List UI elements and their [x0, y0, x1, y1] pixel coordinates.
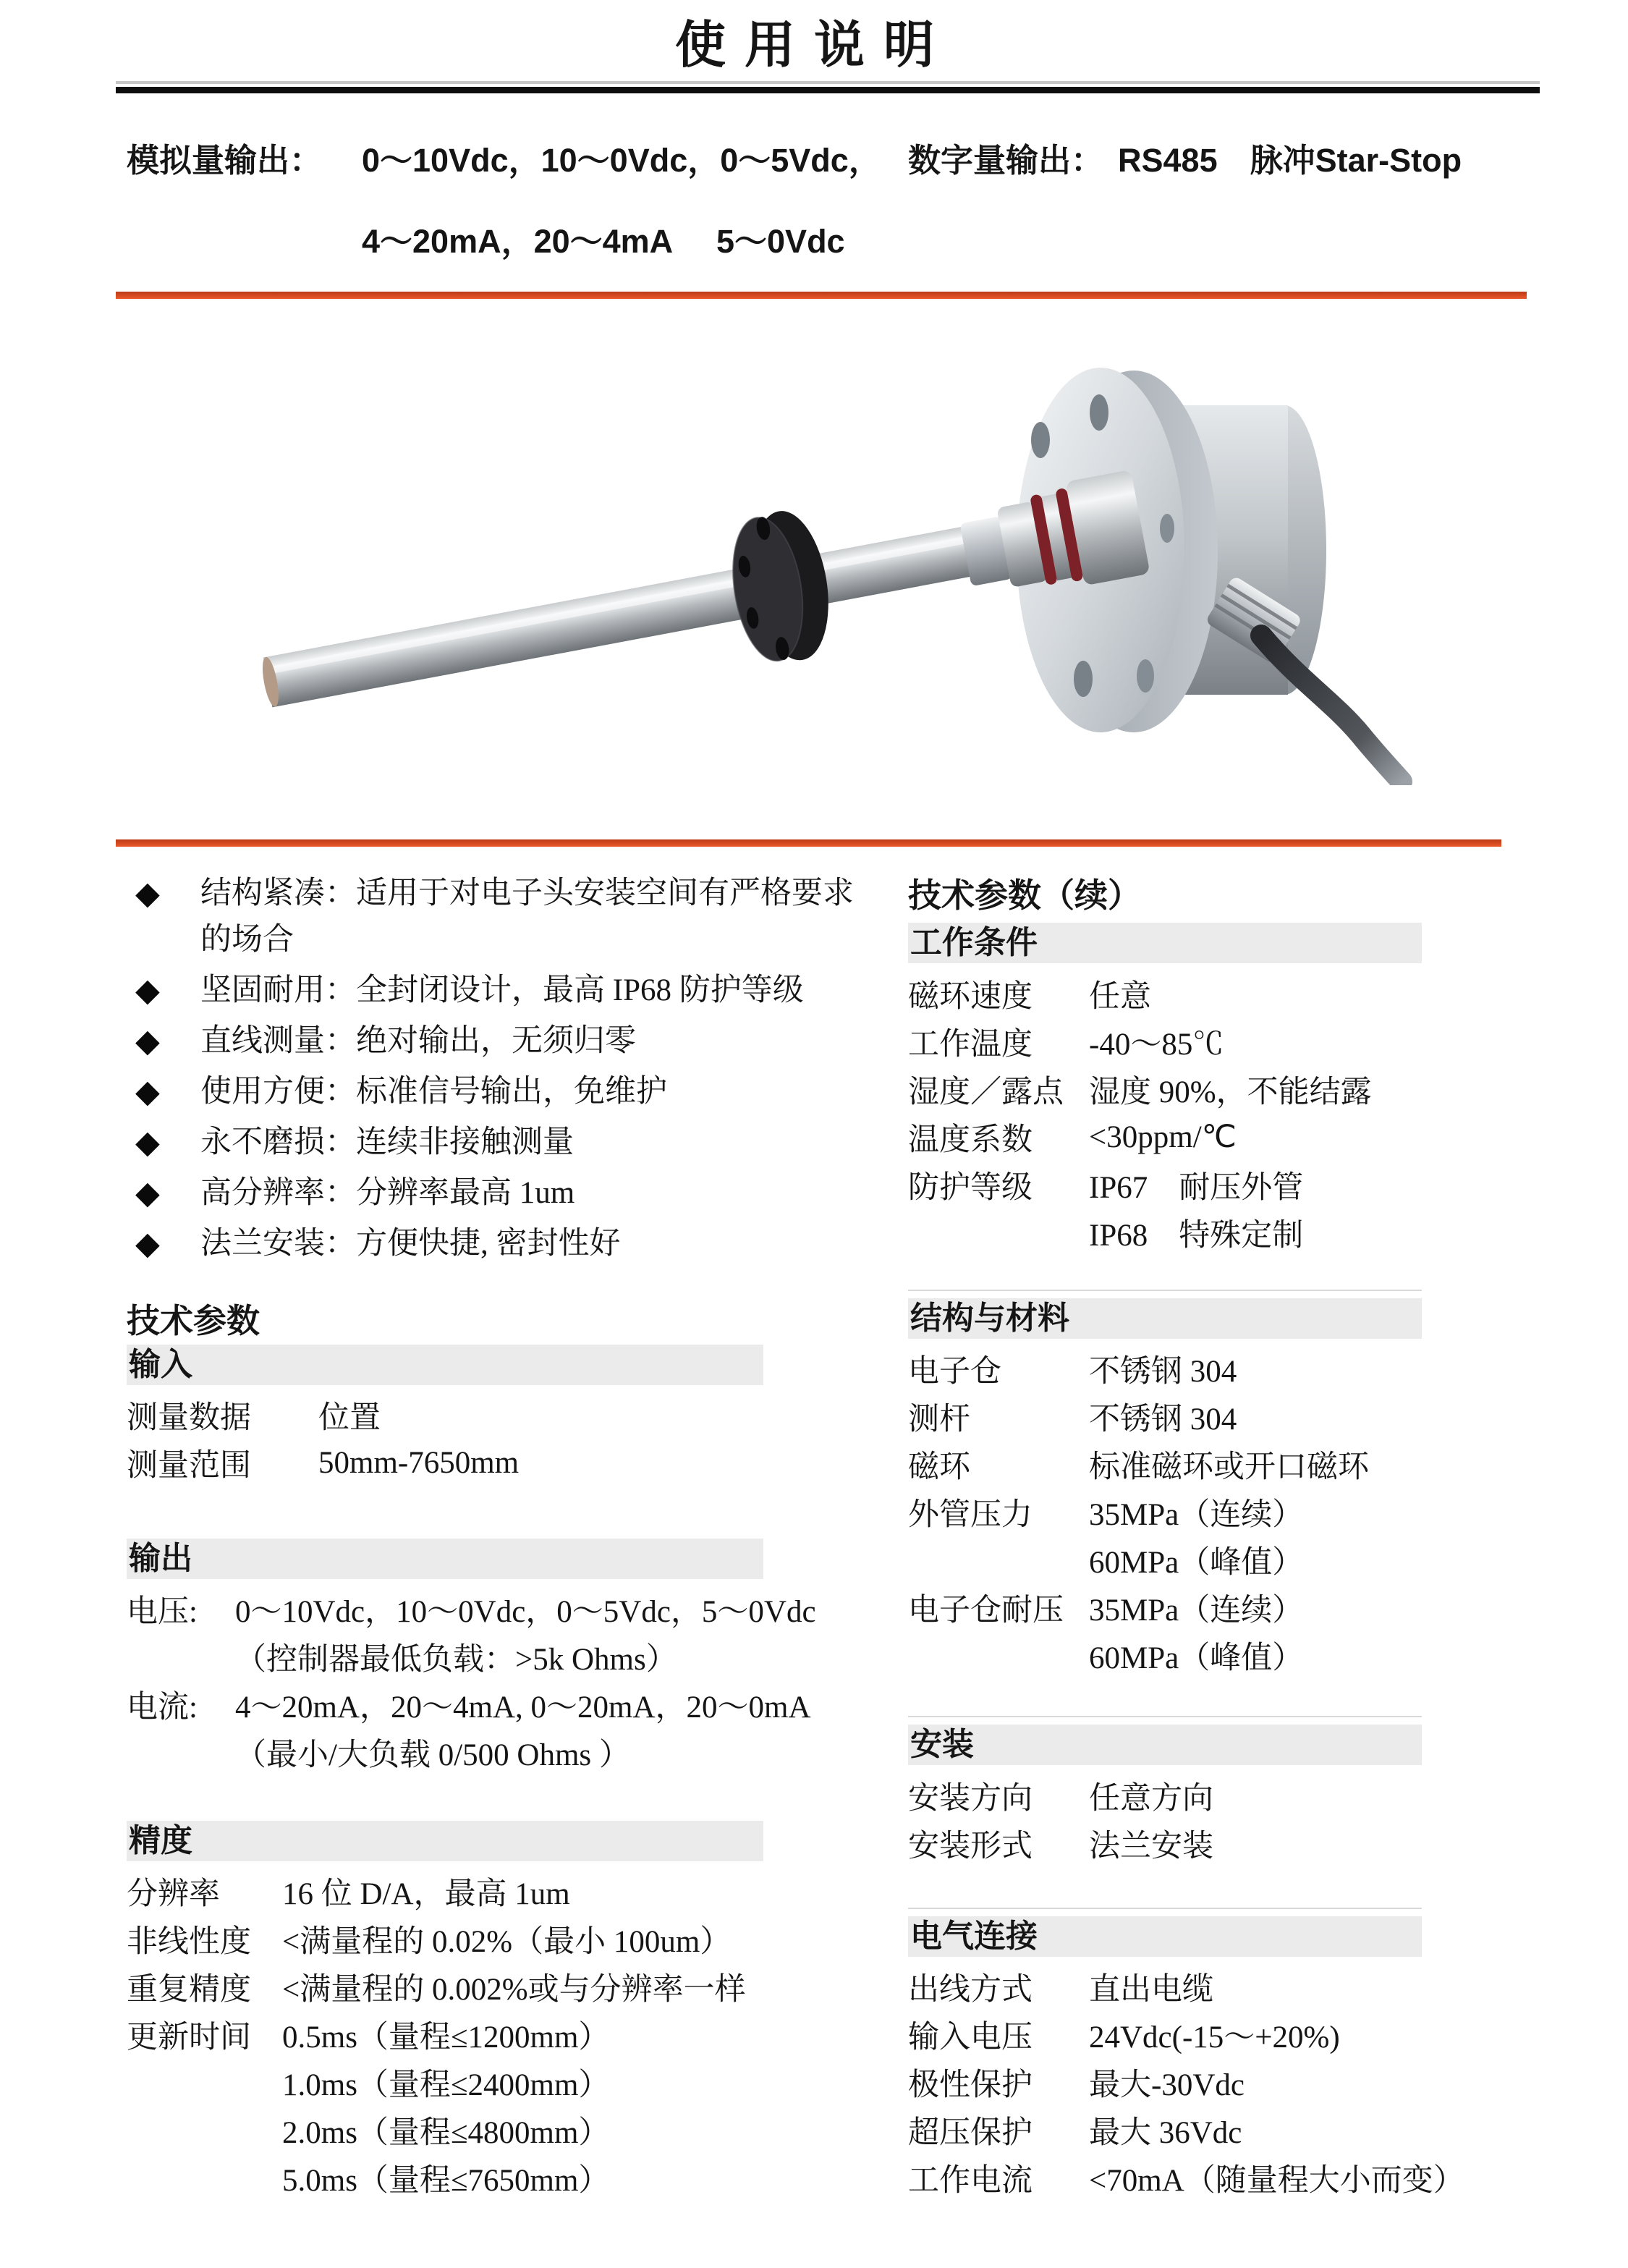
spec-value: 湿度 90%，不能结露: [1089, 1075, 1372, 1109]
spec-label: 电压:: [127, 1594, 198, 1629]
spec-label: 安装方向: [908, 1781, 1033, 1816]
feature-item: [127, 1120, 857, 1166]
spec-label: 电子仓耐压: [908, 1593, 1064, 1628]
feature-item: [127, 1069, 857, 1115]
divider-red-bottom: [116, 839, 1501, 847]
spec-value: 最大 36Vdc: [1089, 2115, 1242, 2150]
diamond-bullet-icon: ◆: [135, 1023, 160, 1059]
spec-row: [127, 1728, 816, 1776]
spec-label: 湿度／露点: [908, 1075, 1064, 1109]
feature-text: 法兰安装：方便快捷, 密封性好: [200, 1227, 621, 1261]
diamond-bullet-icon: ◆: [135, 876, 160, 911]
section-header-mounting: 安装: [908, 1725, 1422, 1765]
spec-label: 出线方式: [908, 1972, 1033, 2007]
spec-value: 5.0ms（量程≤7650mm）: [282, 2163, 610, 2198]
precision-rows: [127, 1867, 746, 2201]
feature-text: 高分辨率：分辨率最高 1um: [200, 1176, 575, 1210]
spec-row: [908, 2010, 1464, 2058]
section-header-input: 输入: [127, 1345, 763, 1385]
feature-item: [127, 1170, 857, 1216]
diamond-bullet-icon: ◆: [135, 1125, 160, 1160]
spec-value: 0～10Vdc，10～0Vdc，0～5Vdc，5～0Vdc: [235, 1594, 816, 1629]
spec-label: 安装形式: [908, 1829, 1033, 1863]
section-divider: [908, 1290, 1422, 1291]
spec-row: [127, 1680, 816, 1728]
feature-text: 直线测量：绝对输出，无须归零: [200, 1024, 636, 1058]
title-rule-gray: [116, 81, 1540, 84]
spec-value: 60MPa（峰值）: [1089, 1641, 1304, 1675]
section-header-materials: 结构与材料: [908, 1298, 1422, 1339]
sensor-illustration: [199, 311, 1429, 785]
spec-row: [908, 1772, 1213, 1819]
feature-item: [127, 1018, 857, 1065]
spec-value: 法兰安装: [1089, 1829, 1213, 1863]
spec-label: 极性保护: [908, 2068, 1033, 2102]
spec-row: [127, 1963, 746, 2010]
spec-value: 24Vdc(-15～+20%): [1089, 2020, 1340, 2055]
feature-text: 永不磨损：连续非接触测量: [200, 1125, 574, 1159]
spec-row: [908, 1583, 1369, 1631]
spec-label: 工作温度: [908, 1027, 1033, 1062]
section-divider: [908, 1716, 1422, 1717]
spec-value: 4～20mA，20～4mA, 0～20mA，20～0mA: [235, 1690, 811, 1725]
spec-row: [908, 1819, 1213, 1867]
analog-output-values-line2a: 4～20mA，20～4mA: [362, 223, 674, 260]
section-header-electrical: 电气连接: [908, 1916, 1422, 1957]
magnet-ring: [723, 506, 838, 669]
spec-value: （最小/大负载 0/500 Ohms ）: [235, 1738, 630, 1772]
spec-row: [127, 2058, 746, 2106]
spec-label: 分辨率: [127, 1876, 220, 1911]
spec-value: <30ppm/℃: [1089, 1120, 1237, 1154]
materials-rows: [908, 1345, 1369, 1679]
section-header-conditions: 工作条件: [908, 923, 1422, 963]
diamond-bullet-icon: ◆: [135, 973, 160, 1008]
spec-label: 非线性度: [127, 1924, 251, 1959]
digital-output-label: 数字量输出：: [908, 142, 1104, 179]
spec-value: 位置: [318, 1400, 381, 1435]
spec-row: [908, 1440, 1369, 1488]
spec-value: 50mm-7650mm: [318, 1445, 520, 1480]
spec-row: [908, 1345, 1369, 1392]
spec-value: IP68 特殊定制: [1089, 1218, 1304, 1253]
digital-output-values: RS485 脉冲Star-Stop: [1118, 142, 1462, 179]
diamond-bullet-icon: ◆: [135, 1074, 160, 1109]
analog-output-label: 模拟量输出：: [127, 142, 323, 179]
spec-value: 0.5ms（量程≤1200mm）: [282, 2020, 610, 2055]
title-rule-black: [116, 87, 1540, 93]
feature-text: 结构紧凑：适用于对电子头安装空间有严格要求的场合: [200, 876, 854, 957]
spec-label: 电流:: [127, 1690, 198, 1725]
spec-label: 重复精度: [127, 1972, 251, 2007]
spec-label: 磁环速度: [908, 979, 1033, 1014]
analog-output-values-line1: 0～10Vdc，10～0Vdc，0～5Vdc，: [362, 142, 881, 179]
diamond-bullet-icon: ◆: [135, 1226, 160, 1261]
spec-label: 工作电流: [908, 2163, 1033, 2198]
feature-list: [127, 871, 857, 1271]
spec-row: [127, 1439, 519, 1486]
page-title: 使用说明: [675, 17, 953, 73]
tech-params-continued-heading: 技术参数（续）: [908, 877, 1141, 914]
spec-value: （控制器最低负载：>5k Ohms）: [235, 1642, 677, 1677]
spec-row: [908, 1488, 1369, 1536]
spec-value: 不锈钢 304: [1089, 1354, 1237, 1389]
spec-row: [908, 1536, 1369, 1583]
spec-value: 35MPa（连续）: [1089, 1593, 1304, 1628]
spec-row: [127, 2010, 746, 2058]
spec-row: [127, 2154, 746, 2201]
spec-row: [908, 2106, 1464, 2154]
spec-label: 外管压力: [908, 1497, 1033, 1532]
section-header-precision: 精度: [127, 1821, 763, 1861]
spec-row: [908, 1963, 1464, 2010]
spec-row: [908, 2154, 1464, 2201]
spec-label: 防护等级: [908, 1170, 1033, 1205]
spec-value: 最大-30Vdc: [1089, 2068, 1245, 2102]
spec-row: [908, 1631, 1369, 1679]
spec-label: 测量数据: [127, 1400, 251, 1435]
spec-label: 超压保护: [908, 2115, 1033, 2150]
feature-text: 坚固耐用：全封闭设计，最高 IP68 防护等级: [200, 973, 804, 1007]
output-rows: [127, 1585, 816, 1776]
spec-row: [908, 970, 1372, 1017]
section-divider: [908, 1908, 1422, 1909]
measuring-rod: [260, 511, 1055, 708]
tech-params-heading: 技术参数: [127, 1303, 260, 1340]
feature-text: 使用方便：标准信号输出，免维护: [200, 1075, 667, 1109]
feature-item: [127, 968, 857, 1014]
spec-row: [908, 1065, 1372, 1113]
output-cable: [1261, 635, 1402, 782]
spec-row: [127, 2106, 746, 2154]
spec-row: [908, 1209, 1372, 1256]
input-rows: [127, 1391, 519, 1486]
spec-row: [908, 1113, 1372, 1161]
spec-value: <70mA（随量程大小而变）: [1089, 2163, 1464, 2198]
spec-label: 电子仓: [908, 1354, 1001, 1389]
spec-value: -40～85℃: [1089, 1027, 1224, 1062]
spec-row: [127, 1633, 816, 1680]
spec-row: [908, 2058, 1464, 2106]
electrical-rows: [908, 1963, 1464, 2201]
spec-row: [127, 1391, 519, 1439]
spec-value: 标准磁环或开口磁环: [1089, 1450, 1369, 1484]
spec-row: [127, 1867, 746, 1915]
analog-output-values-line2b: 5～0Vdc: [716, 223, 845, 260]
spec-label: 测量范围: [127, 1448, 251, 1483]
feature-item: [127, 1221, 857, 1267]
spec-label: 温度系数: [908, 1122, 1033, 1157]
spec-label: 测杆: [908, 1402, 970, 1436]
conditions-rows: [908, 970, 1372, 1256]
product-photo: [199, 311, 1429, 785]
spec-label: 更新时间: [127, 2020, 251, 2055]
spec-row: [908, 1017, 1372, 1065]
spec-value: IP67 耐压外管: [1089, 1170, 1304, 1205]
spec-value: 任意方向: [1089, 1781, 1213, 1816]
spec-value: <满量程的 0.002%或与分辨率一样: [282, 1972, 746, 2007]
spec-value: 1.0ms（量程≤2400mm）: [282, 2068, 610, 2102]
spec-row: [908, 1392, 1369, 1440]
spec-row: [127, 1585, 816, 1633]
spec-row: [127, 1915, 746, 1963]
spec-value: 2.0ms（量程≤4800mm）: [282, 2115, 610, 2150]
section-header-output: 输出: [127, 1539, 763, 1579]
divider-red-top: [116, 292, 1527, 299]
spec-value: 不锈钢 304: [1089, 1402, 1237, 1436]
spec-value: 35MPa（连续）: [1089, 1497, 1304, 1532]
spec-value: 60MPa（峰值）: [1089, 1545, 1304, 1580]
spec-row: [908, 1161, 1372, 1209]
spec-label: 输入电压: [908, 2020, 1033, 2055]
feature-item: [127, 871, 857, 963]
spec-value: 16 位 D/A，最高 1um: [282, 1876, 570, 1911]
spec-label: 磁环: [908, 1450, 970, 1484]
spec-value: <满量程的 0.02%（最小 100um）: [282, 1924, 732, 1959]
spec-value: 任意: [1089, 979, 1151, 1014]
spec-value: 直出电缆: [1089, 1972, 1213, 2007]
diamond-bullet-icon: ◆: [135, 1175, 160, 1211]
mounting-rows: [908, 1772, 1213, 1867]
